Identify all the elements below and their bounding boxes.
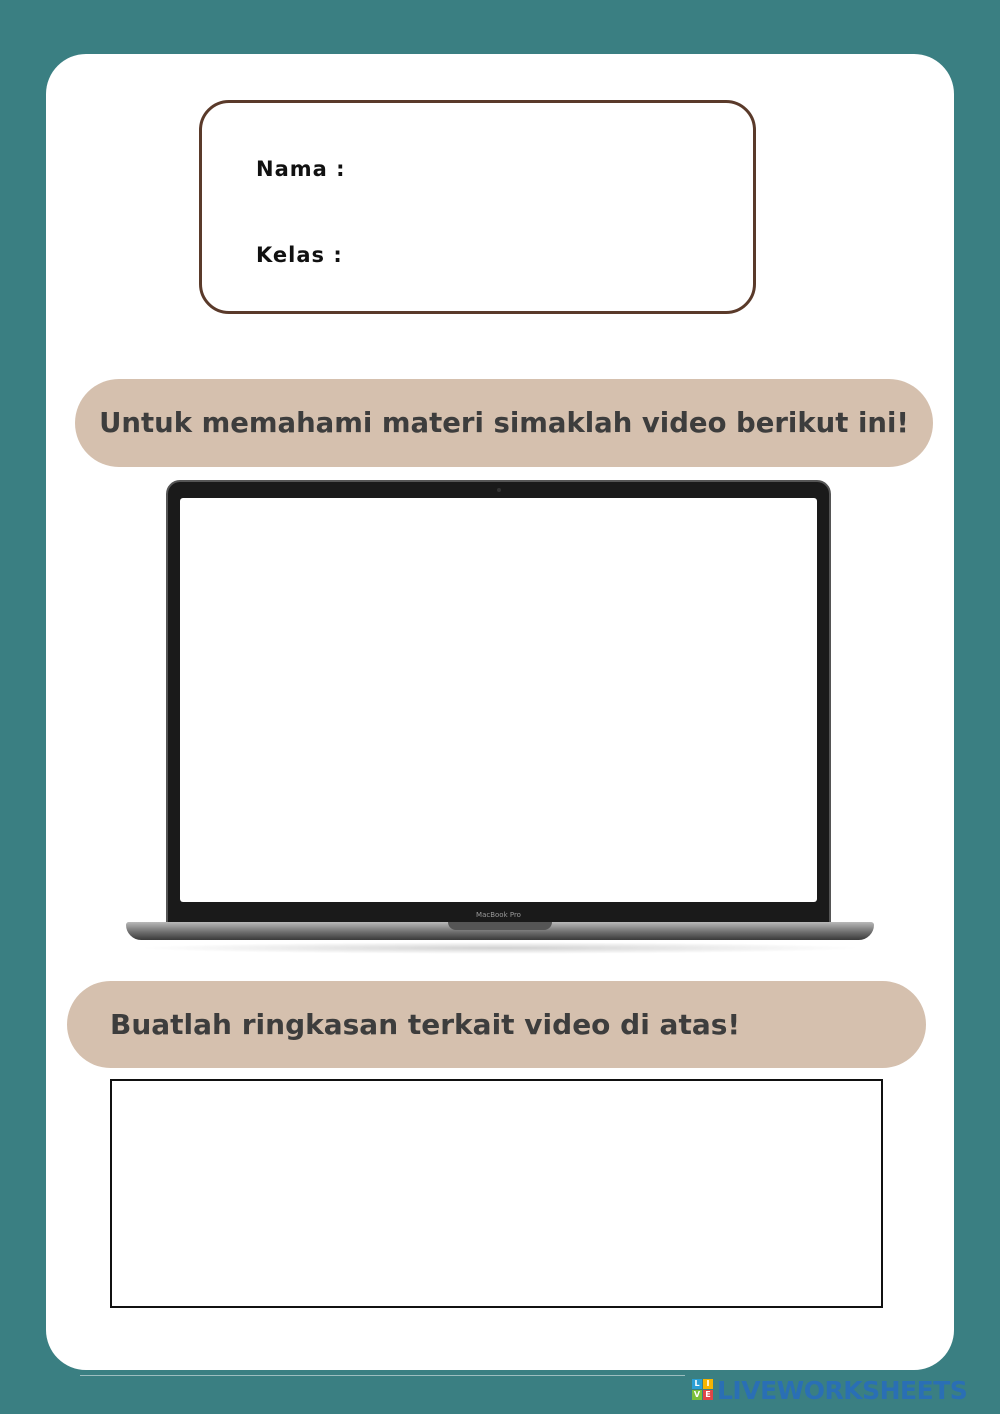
video-laptop-frame bbox=[126, 480, 874, 960]
laptop-brand-label: MacBook Pro bbox=[476, 911, 521, 919]
liveworksheets-brand[interactable] bbox=[692, 1375, 967, 1405]
summary-instruction: Buatlah ringkasan terkait video di atas! bbox=[67, 981, 926, 1068]
laptop-lid bbox=[166, 480, 831, 924]
kelas-label: Kelas : bbox=[256, 243, 343, 267]
nama-label: Nama : bbox=[256, 157, 346, 181]
video-screen[interactable] bbox=[180, 498, 817, 902]
brand-name: LIVEWORKSHEETS bbox=[717, 1375, 968, 1405]
student-info-box bbox=[199, 100, 756, 314]
logo-letter-l: L bbox=[692, 1379, 702, 1389]
liveworksheets-logo-icon bbox=[692, 1379, 714, 1401]
logo-letter-e: E bbox=[703, 1390, 713, 1400]
logo-letter-v: V bbox=[693, 1390, 701, 1399]
video-instruction: Untuk memahami materi simaklah video berikut ini! bbox=[75, 379, 933, 467]
logo-letter-i: I bbox=[703, 1379, 713, 1389]
footer-divider bbox=[80, 1375, 685, 1376]
camera-icon bbox=[497, 488, 501, 492]
laptop-shadow bbox=[136, 942, 864, 954]
laptop-notch bbox=[448, 922, 552, 930]
summary-answer-box[interactable] bbox=[110, 1079, 883, 1308]
